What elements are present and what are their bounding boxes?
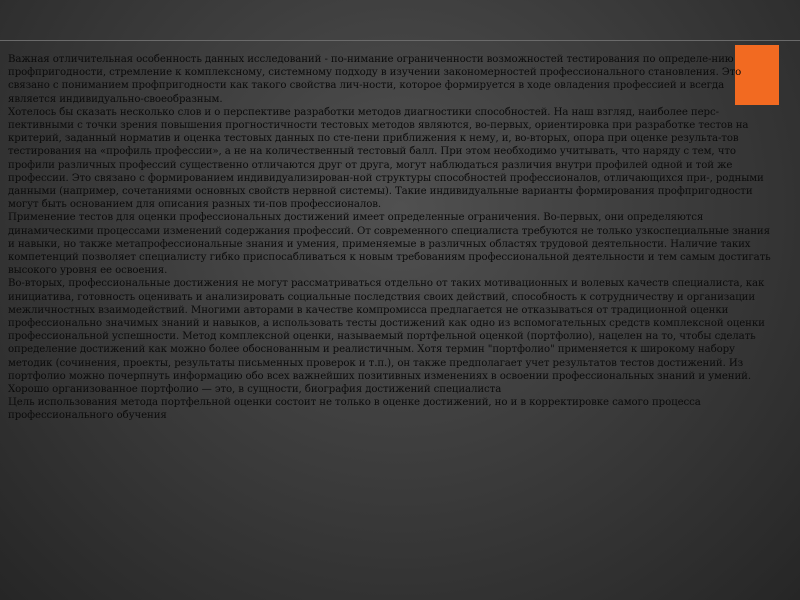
paragraph-2: Хотелось бы сказать несколько слов и о перспективе разработки методов диагностики способностей. На наш взгляд, наиболее перс-пективными с точки зрения повышения прогностичности тестовых методов являются, во-первых, ориентировка при разработке тестов на критерий, заданный норматив и оценка тестовых данных по сте-пени приближения к нему, и, во-вторых, опора при оценке результа-тов тестирования на «профиль профессии», а не на количественный тестовый балл. При этом необходимо учитывать, что наряду с тем, что профили различных профессий существенно отличаются друг от друга, могут наблюдаться различия внутри профилей одной и той же профессии. Это связано с формированием индивидуализирован-ной структуры способностей профессионалов, отличающихся при-, родными данными (например, сочетаниями основных свойств нервной системы). Такие индивидуальные варианты формирования профпригодности могут быть основанием для описания разных ти-пов профессионалов. — [8, 106, 764, 211]
paragraph-5: Цель использования метода портфельной оценки состоит не только в оценке достижений, но и в корректировке самого процесса профессионального обучения — [8, 397, 701, 422]
body-text — [8, 53, 774, 473]
paragraph-4: Во-вторых, профессиональные достижения не могут рассматриваться отдельно от таких мотивационных и волевых качеств специалиста, как инициатива, готовность оценивать и анализировать социальные последствия своих действий, способность к сотрудничеству и организации межличностных взаимодействий. Многими авторами в качестве компромисса предлагается не отказываться от традиционной оценки профессионально значимых знаний и навыков, а использовать тесты достижений как одно из вспомогательных средств комплексной оценки профессиональной успешности. Метод комплексной оценки, называемый портфельной оценкой (портфолио), нацелен на то, чтобы сделать определение достижений как можно более обоснованным и реалистичным. Хотя термин "портфолио" применяется к широкому набору методик (сочинения, проекты, результаты письменных проверок и т.п.), он также предполагает учет результатов тестов достижений. Из портфолио можно почерпнуть информацию обо всех важнейших позитивных изменениях в освоении профессиональных знаний и умений. Хорошо организованное портфолио — это, в сущности, биография достижений специалиста — [8, 278, 765, 396]
paragraph-1: Важная отличительная особенность данных исследований - по-нимание ограниченности возможностей тестирования по определе-нию профпригодности, стремление к комплексному, системному подходу в изучении закономерностей профессионального становления. Это связано с пониманием профпригодности как такого свойства лич-ности, которое формируется в ходе овладения профессией и всегда является индивидуально-своеобразным. — [8, 54, 742, 105]
paragraph-3: Применение тестов для оценки профессиональных достижений имеет определенные ограничения. Во-первых, они определяются динамическими процессами изменений содержания профессий. От современного специалиста требуются не только узкоспециальные знания и навыки, но также метапрофессиональные знания и умения, применяемые в различных областях трудовой деятельности. Наличие таких компетенций позволяет специалисту гибко приспосабливаться к новым требованиям профессиональной деятельности и тем самым достигать высокого уровня ее освоения. — [8, 212, 771, 277]
top-divider-line — [0, 40, 800, 41]
